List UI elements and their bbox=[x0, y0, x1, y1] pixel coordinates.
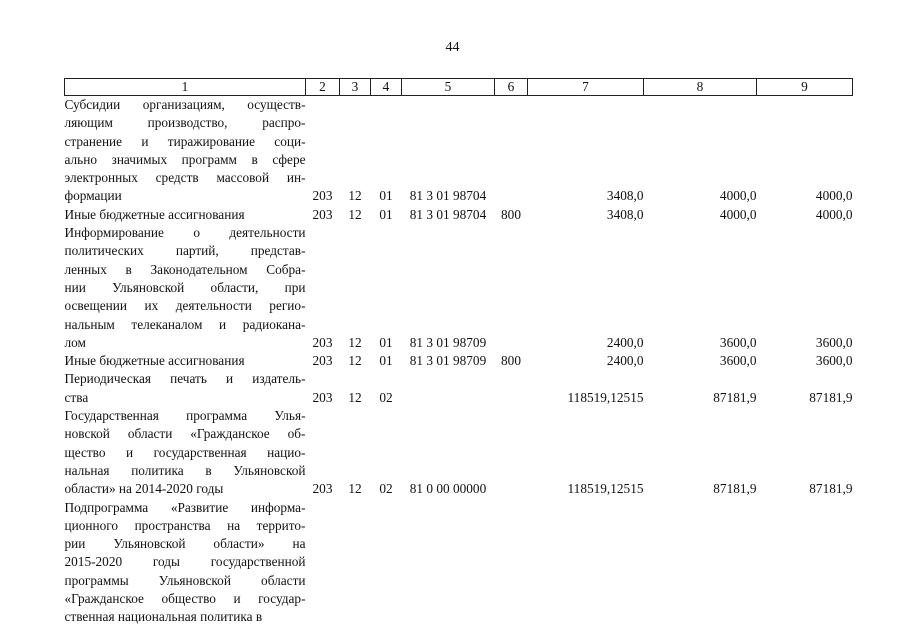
cell-col-8: 87181,9 bbox=[713, 481, 757, 497]
budget-table bbox=[64, 78, 853, 627]
description-line: Иные бюджетные ассигнования bbox=[64, 206, 245, 222]
cell-col-6 bbox=[495, 407, 528, 498]
cell-col-7: 2400,0 bbox=[606, 353, 644, 369]
description-line: лом bbox=[64, 334, 86, 350]
cell-col-4 bbox=[371, 499, 402, 627]
description-line: освещении их деятельности регио- bbox=[64, 298, 306, 314]
cell-col-9: 87181,9 bbox=[809, 389, 853, 405]
description-line: ства bbox=[64, 389, 89, 405]
cell-col-3: 12 bbox=[348, 389, 362, 405]
cell-col-9: 4000,0 bbox=[815, 206, 853, 222]
table-body bbox=[65, 96, 853, 627]
cell-col-8: 4000,0 bbox=[719, 188, 757, 204]
cell-col-2: 203 bbox=[312, 206, 333, 222]
cell-col-6: 800 bbox=[501, 206, 521, 222]
description-line: нии Ульяновской области, при bbox=[64, 279, 306, 295]
cell-col-6 bbox=[495, 96, 528, 206]
cell-col-8 bbox=[644, 499, 757, 627]
description-line: «Гражданское общество и государ- bbox=[64, 591, 306, 607]
description-line: электронных средств массовой ин- bbox=[64, 170, 306, 186]
row-description bbox=[65, 206, 306, 224]
cell-col-3: 12 bbox=[348, 206, 362, 222]
row-description bbox=[65, 224, 306, 352]
cell-col-5 bbox=[402, 370, 495, 407]
description-line: ляющим производство, распро- bbox=[64, 115, 306, 131]
description-line: ционного пространства на террито- bbox=[64, 517, 306, 533]
cell-col-4: 01 bbox=[379, 188, 393, 204]
column-header: 6 bbox=[495, 79, 528, 96]
cell-col-4: 01 bbox=[379, 353, 393, 369]
cell-col-7: 3408,0 bbox=[606, 206, 644, 222]
cell-col-3: 12 bbox=[348, 334, 362, 350]
cell-col-2: 203 bbox=[312, 481, 333, 497]
cell-col-3: 12 bbox=[348, 481, 362, 497]
cell-col-8: 3600,0 bbox=[719, 334, 757, 350]
table-row bbox=[65, 499, 853, 627]
description-line: странение и тиражирование соци- bbox=[64, 133, 306, 149]
cell-col-5: 81 3 01 98709 bbox=[409, 334, 487, 350]
cell-col-4: 02 bbox=[379, 389, 393, 405]
row-description bbox=[65, 352, 306, 370]
cell-col-3: 12 bbox=[348, 188, 362, 204]
cell-col-9: 3600,0 bbox=[815, 334, 853, 350]
row-description bbox=[65, 499, 306, 627]
description-line: ленных в Законодательном Собра- bbox=[64, 261, 306, 277]
cell-col-7: 3408,0 bbox=[606, 188, 644, 204]
description-line: Иные бюджетные ассигнования bbox=[64, 353, 245, 369]
cell-col-5: 81 3 01 98704 bbox=[409, 188, 487, 204]
row-description bbox=[65, 370, 306, 407]
description-line: Периодическая печать и издатель- bbox=[64, 371, 306, 387]
cell-col-6: 800 bbox=[501, 353, 521, 369]
column-header: 5 bbox=[402, 79, 495, 96]
cell-col-5: 81 3 01 98709 bbox=[409, 353, 487, 369]
description-line: Подпрограмма «Развитие информа- bbox=[64, 499, 306, 515]
description-line: политических партий, представ- bbox=[64, 243, 306, 259]
cell-col-2: 203 bbox=[312, 334, 333, 350]
page-number: 44 bbox=[445, 40, 460, 55]
cell-col-4: 02 bbox=[379, 481, 393, 497]
cell-col-8: 87181,9 bbox=[713, 389, 757, 405]
row-description bbox=[65, 407, 306, 498]
cell-col-5: 81 0 00 00000 bbox=[409, 481, 487, 497]
cell-col-9: 4000,0 bbox=[815, 188, 853, 204]
description-line: Государственная программа Улья- bbox=[64, 408, 306, 424]
table-row bbox=[65, 96, 853, 206]
cell-col-2 bbox=[306, 499, 340, 627]
cell-col-9: 87181,9 bbox=[809, 481, 853, 497]
cell-col-9 bbox=[757, 499, 853, 627]
description-line: новской области «Гражданское об- bbox=[64, 426, 306, 442]
column-header: 7 bbox=[528, 79, 644, 96]
cell-col-6 bbox=[495, 499, 528, 627]
column-header: 3 bbox=[340, 79, 371, 96]
cell-col-2: 203 bbox=[312, 353, 333, 369]
cell-col-4: 01 bbox=[379, 206, 393, 222]
cell-col-7: 2400,0 bbox=[606, 334, 644, 350]
cell-col-7 bbox=[528, 499, 644, 627]
cell-col-3: 12 bbox=[348, 353, 362, 369]
cell-col-4: 01 bbox=[379, 334, 393, 350]
description-line: ально значимых программ в сфере bbox=[64, 151, 306, 167]
table-row bbox=[65, 407, 853, 498]
column-header: 8 bbox=[644, 79, 757, 96]
header-row bbox=[65, 79, 853, 96]
description-line: Субсидии организациям, осуществ- bbox=[64, 97, 306, 112]
description-line: формации bbox=[64, 188, 122, 204]
column-header: 4 bbox=[371, 79, 402, 96]
column-header: 9 bbox=[757, 79, 853, 96]
description-line: 2015-2020 годы государственной bbox=[64, 554, 306, 570]
cell-col-8: 4000,0 bbox=[719, 206, 757, 222]
description-line: нальным телеканалом и радиокана- bbox=[64, 316, 306, 332]
cell-col-5 bbox=[402, 499, 495, 627]
cell-col-6 bbox=[495, 370, 528, 407]
description-line: ственная национальная политика в bbox=[64, 609, 263, 625]
cell-col-5: 81 3 01 98704 bbox=[409, 206, 487, 222]
description-line: нальная политика в Ульяновской bbox=[64, 462, 306, 478]
table-row bbox=[65, 206, 853, 224]
description-line: рии Ульяновской области» на bbox=[64, 536, 306, 552]
cell-col-3 bbox=[340, 499, 371, 627]
description-line: Информирование о деятельности bbox=[64, 225, 306, 241]
column-header: 2 bbox=[306, 79, 340, 96]
column-header: 1 bbox=[65, 79, 306, 96]
description-line: щество и государственная нацио- bbox=[64, 444, 306, 460]
table-row bbox=[65, 224, 853, 352]
cell-col-8: 3600,0 bbox=[719, 353, 757, 369]
cell-col-2: 203 bbox=[312, 389, 333, 405]
cell-col-6 bbox=[495, 224, 528, 352]
description-line: области» на 2014-2020 годы bbox=[64, 481, 224, 497]
cell-col-9: 3600,0 bbox=[815, 353, 853, 369]
table-row bbox=[65, 370, 853, 407]
cell-col-7: 118519,12515 bbox=[567, 389, 644, 405]
table-row bbox=[65, 352, 853, 370]
description-line: программы Ульяновской области bbox=[64, 572, 306, 588]
cell-col-7: 118519,12515 bbox=[567, 481, 644, 497]
row-description bbox=[65, 96, 306, 206]
cell-col-2: 203 bbox=[312, 188, 333, 204]
